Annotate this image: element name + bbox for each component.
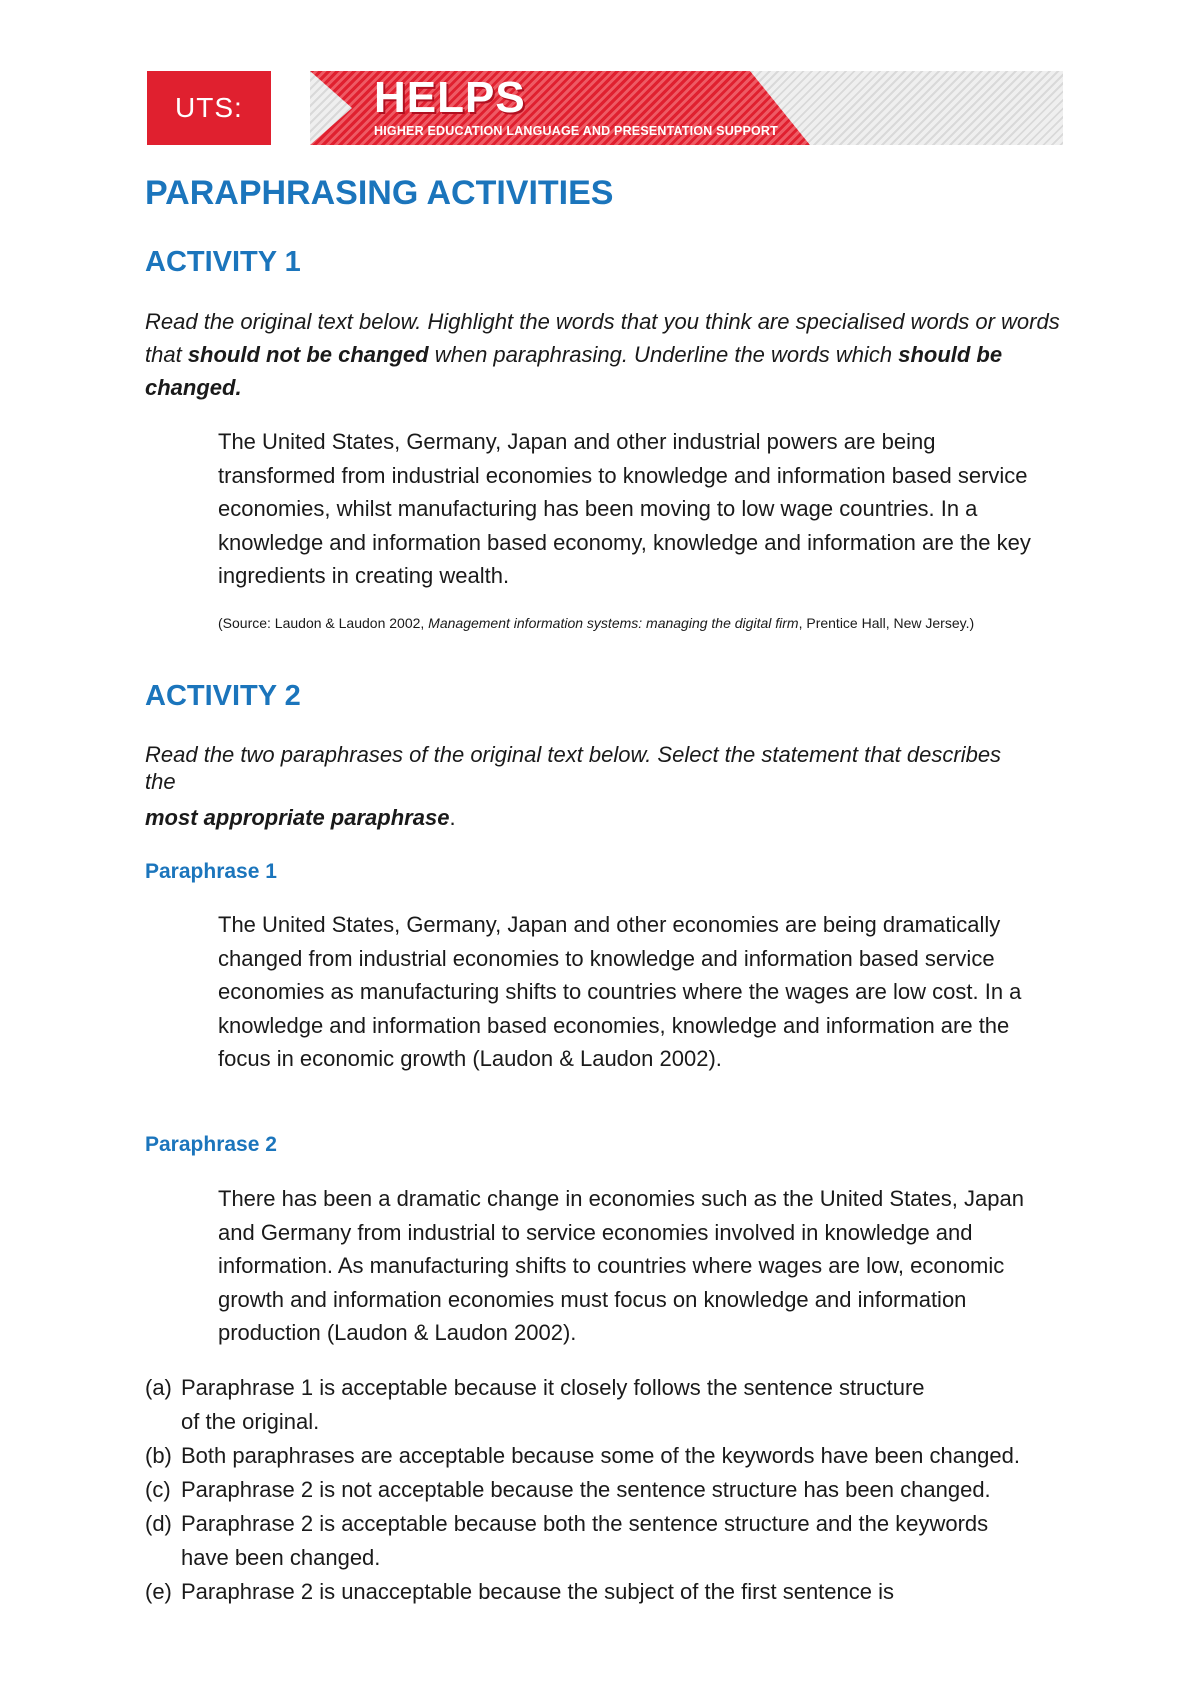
uts-helps-banner — [147, 71, 1063, 145]
uts-logo — [147, 71, 271, 145]
activity-2-instructions — [145, 741, 1005, 795]
paraphrase-2-heading: Paraphrase 2 — [145, 1133, 277, 1156]
helps-subtitle: HIGHER EDUCATION LANGUAGE AND PRESENTATION SUPPORT — [374, 124, 778, 138]
option-text: Paraphrase 2 is acceptable because both the sentence structure and the keywords have been changed. — [181, 1511, 989, 1570]
activity-2-instructions-emphasis — [145, 801, 1075, 834]
answer-option[interactable] — [145, 1507, 1105, 1575]
instruction-text: Read the two paraphrases of the original text below. Select the statement that describes the — [145, 742, 1002, 794]
helps-logo-text: HELPS — [374, 73, 526, 122]
paraphrase-1-heading: Paraphrase 1 — [145, 860, 277, 883]
option-text: Paraphrase 2 is not acceptable because the sentence structure has been changed. — [181, 1477, 991, 1502]
answer-options-list — [145, 1371, 1105, 1609]
paraphrase-2-text: There has been a dramatic change in economies such as the United States, Japan and Germany from industrial to service economies involved in knowledge and information. As manufacturing shifts to countries where wages are low, economic growth and information economies must focus on knowledge and information production (Laudon & Laudon 2002). — [218, 1186, 1024, 1345]
activity-1-instructions — [145, 305, 1075, 404]
answer-option[interactable] — [145, 1371, 1105, 1439]
instruction-emphasis: should not be changed — [187, 342, 429, 367]
option-text: Both paraphrases are acceptable because some of the keywords have been changed. — [181, 1443, 1020, 1468]
uts-logo-text: UTS: — [175, 92, 243, 123]
instruction-emphasis: most appropriate paraphrase — [145, 805, 450, 830]
original-text-quote: The United States, Germany, Japan and other industrial powers are being transformed from industrial economies to knowledge and information based service economies, whilst manufacturing has been moving to low wage countries. In a knowledge and information based economy, knowledge and information are the key ingredients in creating wealth. — [218, 429, 1031, 588]
page-title: PARAPHRASING ACTIVITIES — [145, 174, 614, 212]
option-label: (b) — [145, 1443, 172, 1468]
answer-option[interactable] — [145, 1439, 1105, 1473]
source-citation — [218, 614, 1058, 633]
activity-2-heading: ACTIVITY 2 — [145, 680, 301, 712]
answer-option[interactable] — [145, 1473, 1105, 1507]
instruction-text: when paraphrasing. Underline the words which — [428, 342, 899, 367]
option-label: (c) — [145, 1477, 171, 1502]
instruction-emphasis: should be changed. — [145, 342, 1003, 400]
option-label: (e) — [145, 1579, 172, 1604]
option-text: Paraphrase 1 is acceptable because it closely follows the sentence structure of the original. — [181, 1375, 925, 1434]
option-label: (d) — [145, 1511, 172, 1536]
activity-1-heading: ACTIVITY 1 — [145, 246, 301, 278]
instruction-text: . — [449, 805, 456, 830]
option-label: (a) — [145, 1375, 172, 1400]
option-text: Paraphrase 2 is unacceptable because the subject of the first sentence is — [181, 1579, 894, 1604]
source-title: Management information systems: managing the digital firm — [428, 615, 799, 631]
source-prefix: (Source: Laudon & Laudon 2002, — [218, 615, 429, 631]
paraphrase-1-text: The United States, Germany, Japan and other economies are being dramatically changed from industrial economies to knowledge and information based service economies as manufacturing shifts to countries where the wages are low cost. In a knowledge and information based economies, knowledge and information are the focus in economic growth (Laudon & Laudon 2002). — [218, 912, 1022, 1071]
instruction-text: Read the original text below. Highlight the words that you think are specialised words or words that — [145, 309, 1060, 367]
source-suffix: , Prentice Hall, New Jersey.) — [798, 615, 975, 631]
answer-option[interactable] — [145, 1575, 1105, 1609]
